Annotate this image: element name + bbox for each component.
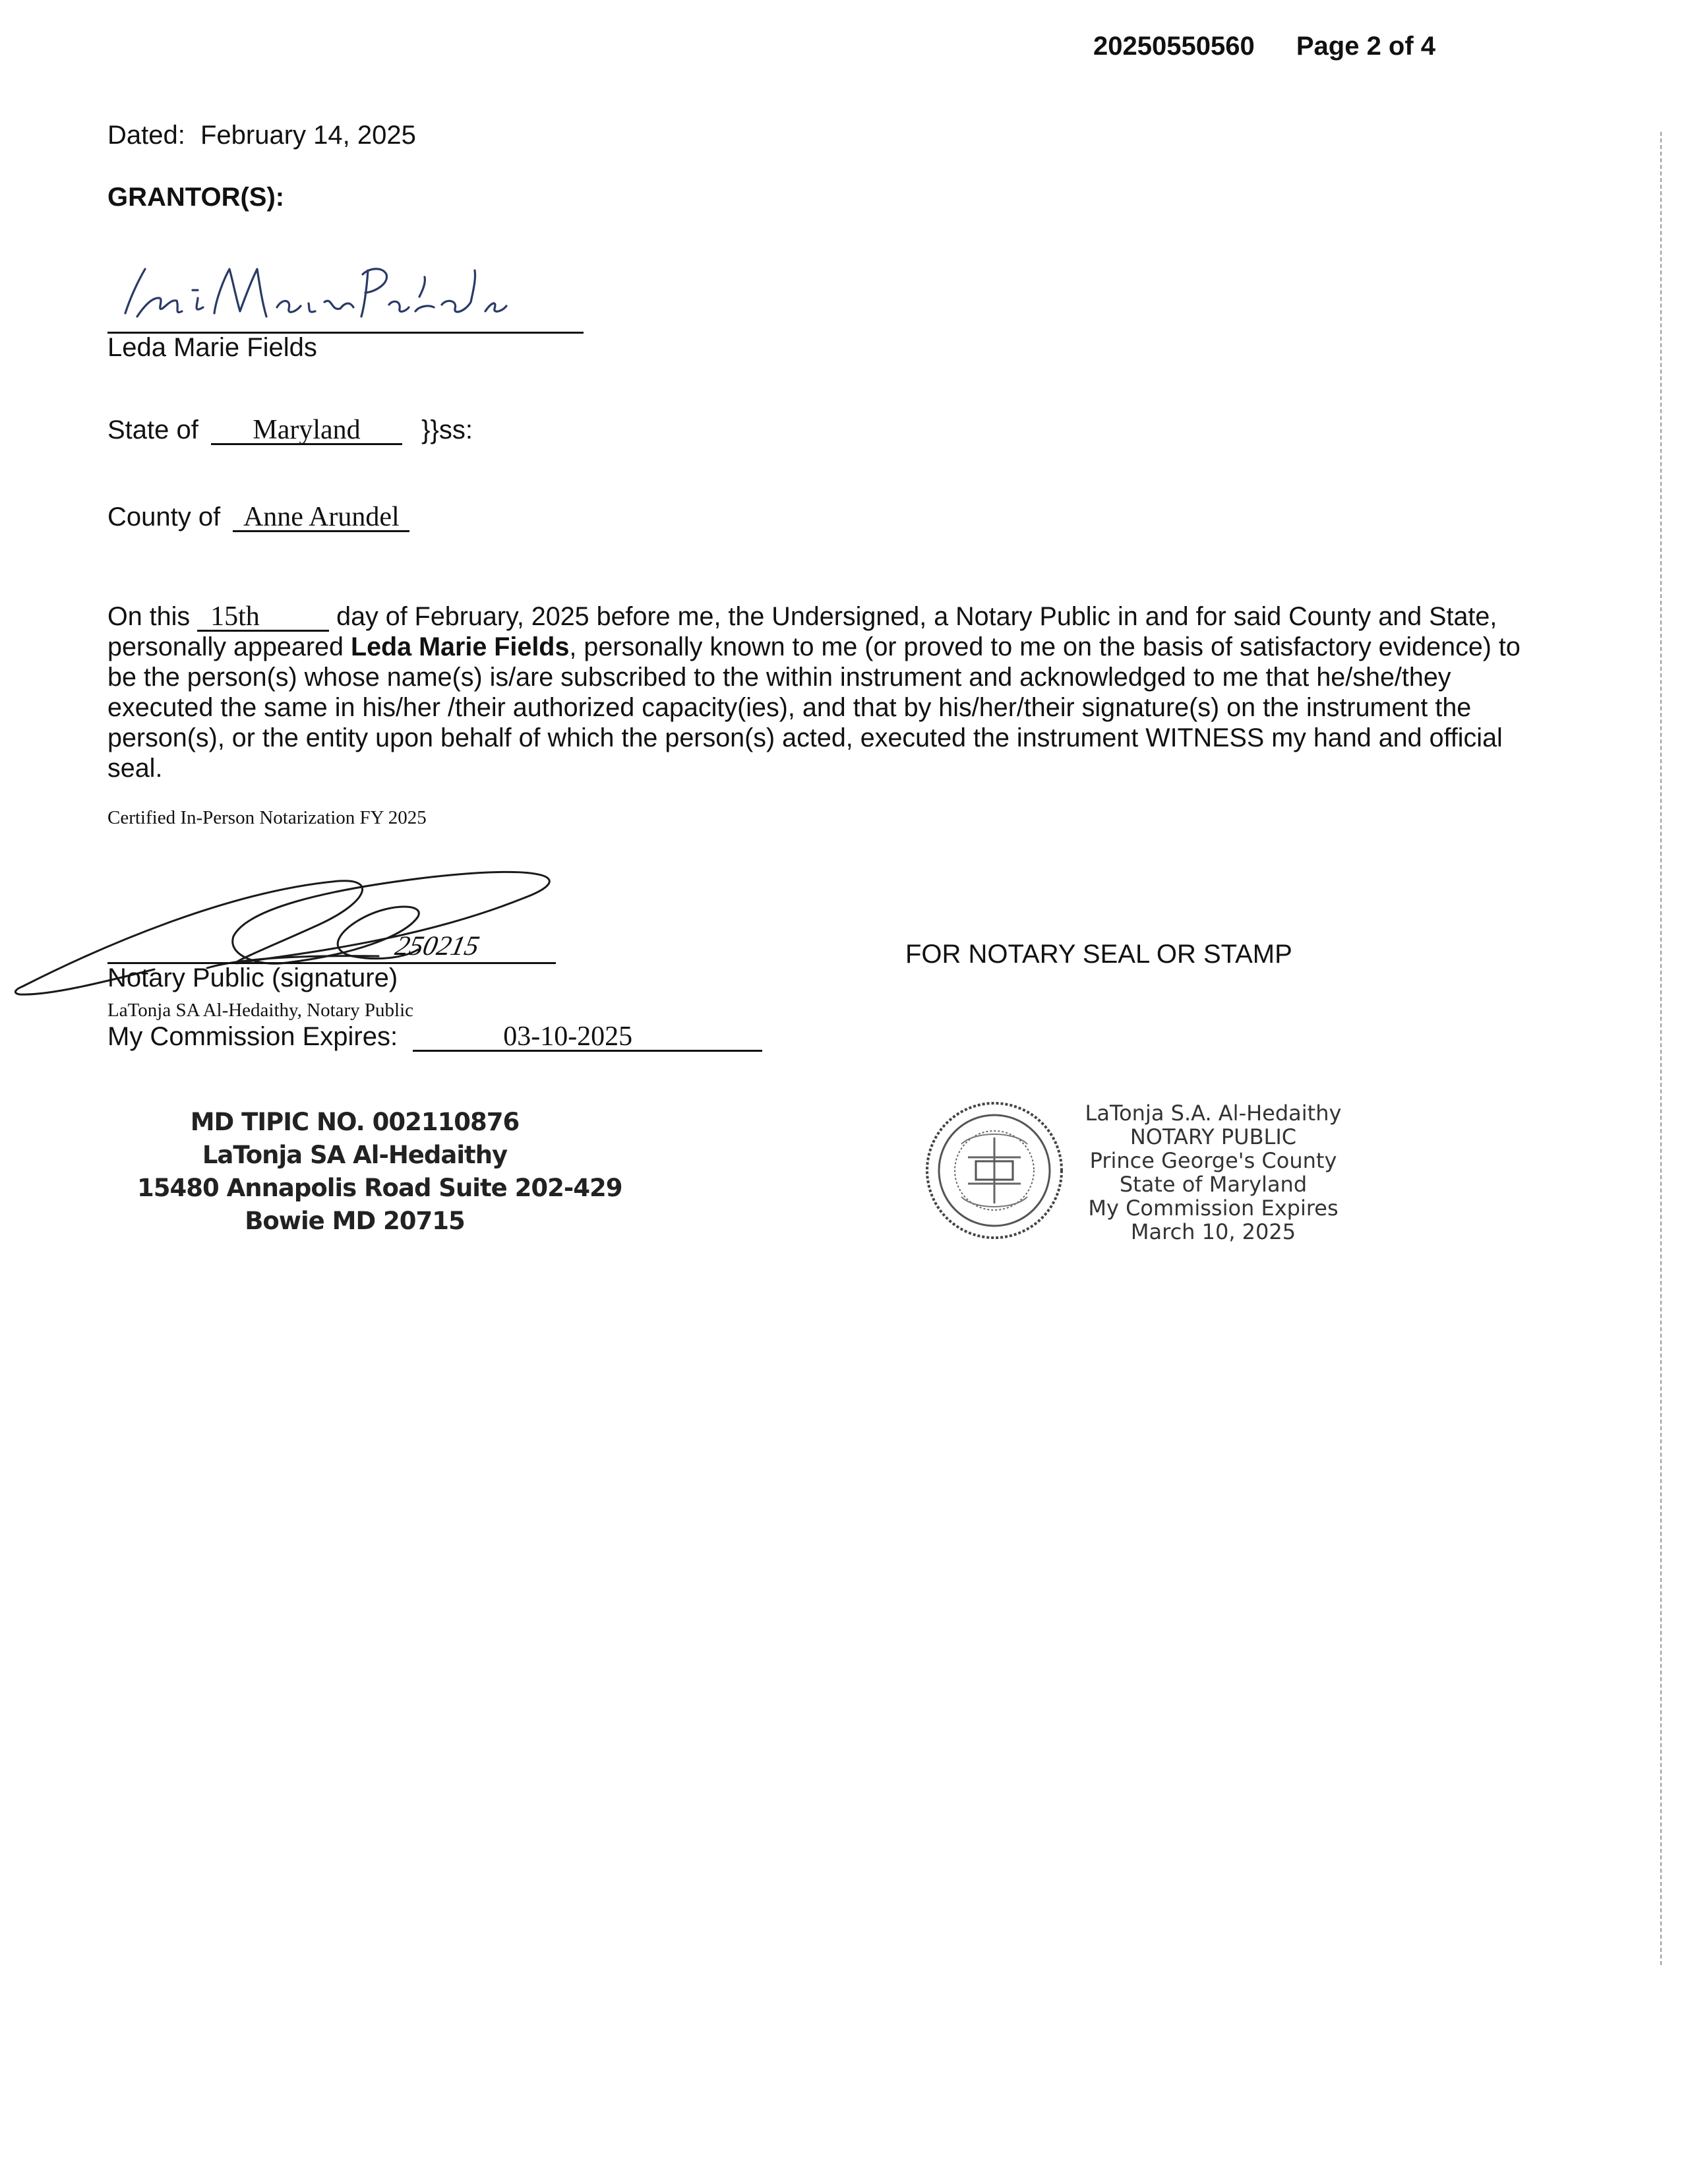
dated-line xyxy=(107,121,416,150)
tipic-line-4: Bowie MD 20715 xyxy=(245,1207,465,1235)
dated-value: February 14, 2025 xyxy=(200,121,416,150)
certified-note: Certified In-Person Notarization FY 2025 xyxy=(107,807,427,828)
county-value: Anne Arundel xyxy=(233,504,409,532)
stamp-line-4: State of Maryland xyxy=(1119,1172,1308,1197)
commission-label: My Commission Expires: xyxy=(107,1022,398,1051)
page-number: Page 2 of 4 xyxy=(1296,32,1436,61)
scan-margin-artifact xyxy=(1660,132,1666,1965)
grantor-signature xyxy=(99,251,534,336)
stamp-line-6: March 10, 2025 xyxy=(1130,1219,1296,1244)
acknowledgment-paragraph xyxy=(107,601,1545,783)
county-label: County of xyxy=(107,502,221,531)
state-line xyxy=(107,415,473,445)
ack-day: 15th xyxy=(197,603,329,632)
grantor-heading: GRANTOR(S): xyxy=(107,183,285,212)
notary-printed-name: LaTonja SA Al-Hedaithy, Notary Public xyxy=(107,1000,414,1021)
ack-part3: , personally known to me (or proved to me on the basis of satisfactory evidence) to be the person(s) whose name(s) is/are subscribed to the within instrument and acknowledged to me that he/she/they executed the same in his/her /their authorized capacity(ies), and that by his/her/their signature(s) on the instrument the person(s), or the entity upon behalf of which the person(s) acted, executed the instrument WITNESS my hand and official seal. xyxy=(107,632,1521,783)
stamp-line-2: NOTARY PUBLIC xyxy=(1130,1124,1297,1149)
state-value: Maryland xyxy=(211,417,402,445)
ack-part2: day of February, 2025 before me, the Undersigned, a Notary Public in and for said County and State, personally appeared xyxy=(107,602,1497,661)
state-suffix: }}ss: xyxy=(421,415,473,444)
document-number: 20250550560 xyxy=(1093,32,1255,61)
stamp-line-3: Prince George's County xyxy=(1089,1148,1337,1173)
commission-line xyxy=(107,1022,762,1052)
stamp-line-5: My Commission Expires xyxy=(1088,1196,1339,1221)
notary-signature-date: 250215 xyxy=(392,931,482,961)
tipic-stamp xyxy=(137,1106,622,1238)
commission-value: 03-10-2025 xyxy=(413,1023,762,1052)
ack-part1: On this xyxy=(107,602,191,631)
tipic-line-3: 15480 Annapolis Road Suite 202-429 xyxy=(137,1174,622,1202)
tipic-line-2: LaTonja SA Al-Hedaithy xyxy=(202,1141,508,1169)
notary-seal-icon xyxy=(922,1098,1067,1243)
ack-name: Leda Marie Fields xyxy=(350,632,570,661)
state-label: State of xyxy=(107,415,198,444)
notary-signature-label: Notary Public (signature) xyxy=(107,963,398,992)
grantor-printed-name: Leda Marie Fields xyxy=(107,333,317,362)
notary-stamp xyxy=(1075,1101,1352,1244)
page-header xyxy=(1093,32,1435,61)
dated-label: Dated: xyxy=(107,121,185,150)
seal-area-label: FOR NOTARY SEAL OR STAMP xyxy=(905,940,1292,969)
tipic-line-1: MD TIPIC NO. 002110876 xyxy=(190,1108,520,1136)
county-line xyxy=(107,502,409,532)
stamp-line-1: LaTonja S.A. Al-Hedaithy xyxy=(1085,1101,1342,1126)
